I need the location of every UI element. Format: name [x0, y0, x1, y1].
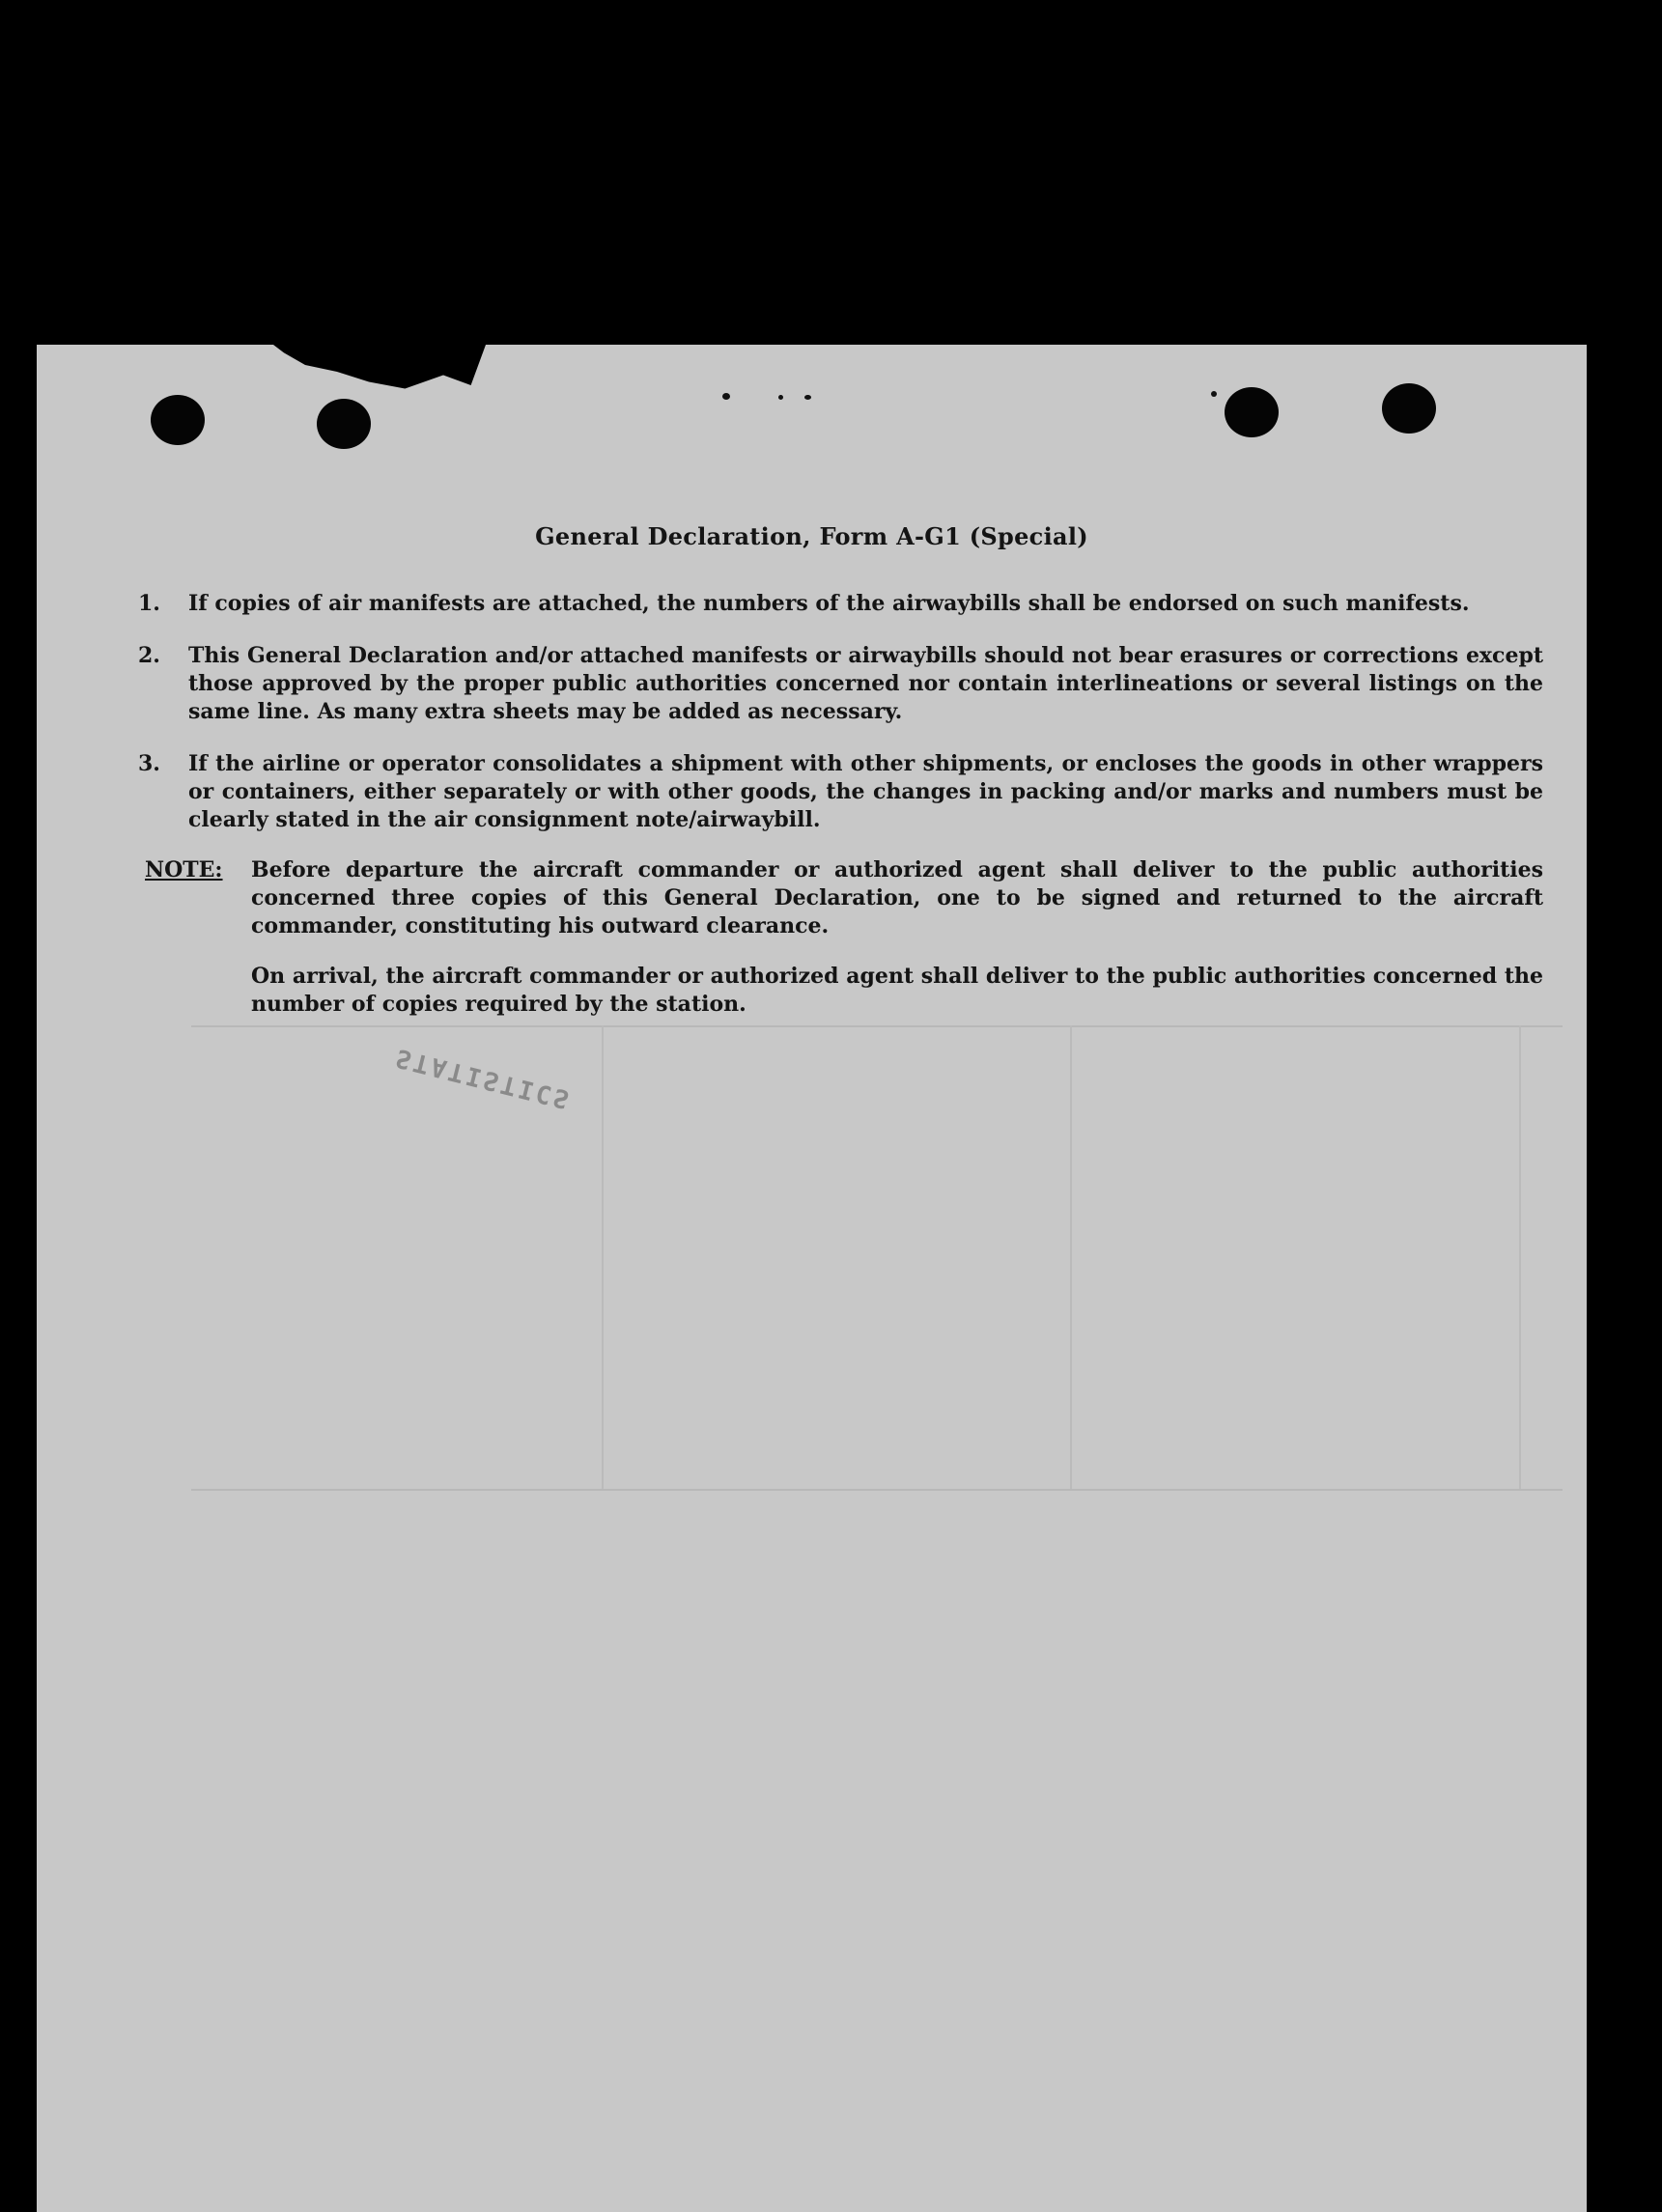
item-number: 1. — [138, 591, 160, 616]
note-arrival-text: On arrival, the aircraft commander or authorized agent shall deliver to the public authorities concerned the number of copies required by the station. — [251, 964, 1543, 1017]
item-text: If the airline or operator consolidates a shipment with other shipments, or encloses the goods in other wrappers or containers, either separately or with other goods, the changes in packing and/or marks and numbers must be clearly stated in the air consignment note/airwaybill. — [188, 751, 1543, 832]
instruction-item-3 — [138, 750, 1543, 834]
item-text: This General Declaration and/or attached manifests or airwaybills should not bear erasures or corrections except those approved by the proper public authorities concerned nor contain interlineations or several listings on the same line. As many extra sheets may be added as necessary. — [188, 643, 1543, 724]
paper-sheet — [37, 345, 1587, 2212]
note-departure-text: Before departure the aircraft commander or authorized agent shall deliver to the public authorities concerned three copies of this General Declaration, one to be signed and returned to the aircraft commander, constituting his outward clearance. — [251, 857, 1543, 938]
note-label: NOTE: — [145, 857, 223, 882]
item-text: If copies of air manifests are attached, the numbers of the airwaybills shall be endorsed on such manifests. — [188, 591, 1470, 616]
statistics-stamp: STATISTICS — [393, 1042, 576, 1115]
form-title: General Declaration, Form A-G1 (Special) — [535, 522, 1088, 550]
item-number: 2. — [138, 643, 160, 668]
item-number: 3. — [138, 751, 160, 776]
instruction-item-2 — [138, 642, 1543, 726]
instruction-item-1 — [138, 590, 1543, 618]
note-section — [145, 856, 1543, 1019]
form-content — [37, 345, 1587, 2212]
